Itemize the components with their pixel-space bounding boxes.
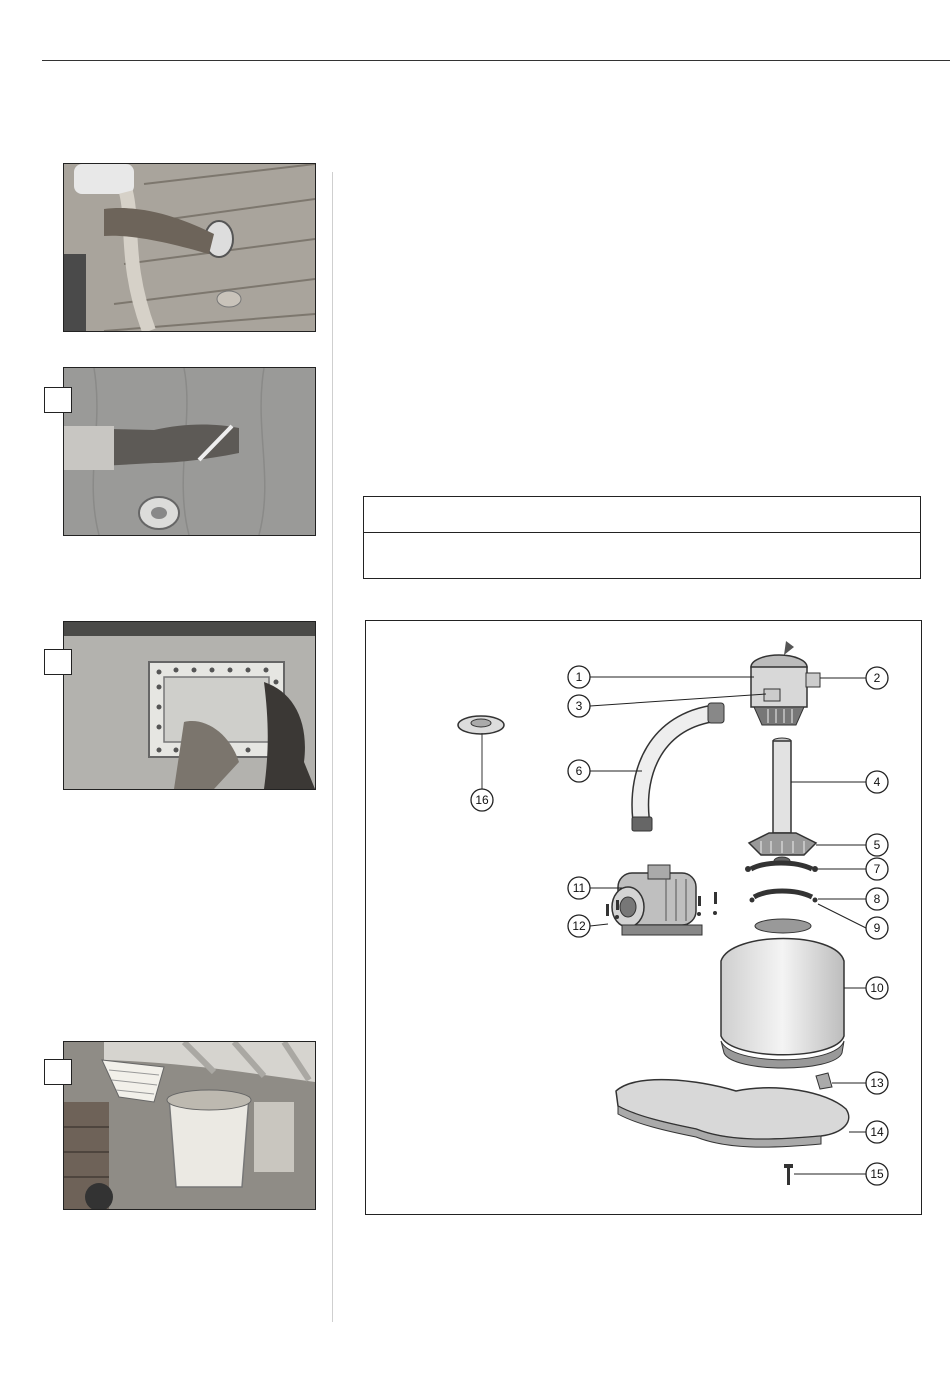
callout-7	[866, 858, 888, 880]
step-marker-2	[44, 387, 72, 413]
part-lateral-assembly	[749, 833, 816, 865]
part-return-fitting	[458, 716, 504, 789]
step-marker-3	[44, 649, 72, 675]
callout-1	[568, 666, 590, 688]
callout-5	[866, 834, 888, 856]
callout-1-label: 1	[575, 670, 583, 684]
callout-8-label: 8	[873, 892, 881, 906]
callout-2-label: 2	[873, 671, 881, 685]
callout-15-label: 15	[870, 1167, 884, 1181]
note-table-divider	[364, 532, 920, 533]
parts-diagram	[365, 620, 922, 1215]
callout-12	[568, 915, 590, 937]
callout-6	[568, 760, 590, 782]
step-marker-4	[44, 1059, 72, 1085]
callout-16-label: 16	[475, 793, 489, 807]
callout-8	[866, 888, 888, 910]
part-clamp-upper	[745, 863, 818, 872]
callout-6-label: 6	[575, 764, 583, 778]
callout-2	[866, 667, 888, 689]
callout-11-label: 11	[572, 881, 586, 895]
callout-9-label: 9	[873, 921, 881, 935]
part-standpipe	[773, 738, 791, 833]
callout-10-label: 10	[870, 981, 884, 995]
callout-3-label: 3	[575, 699, 583, 713]
callout-4-label: 4	[873, 775, 881, 789]
callout-10	[866, 977, 888, 999]
callout-5-label: 5	[873, 838, 881, 852]
part-multiport-valve	[751, 641, 820, 725]
part-pump	[612, 865, 702, 935]
callout-3	[568, 695, 590, 717]
callout-11	[568, 877, 590, 899]
callout-13	[866, 1072, 888, 1094]
part-screw	[784, 1164, 793, 1185]
callout-13-label: 13	[870, 1076, 884, 1090]
photo-marking-liner	[63, 367, 316, 536]
callout-4	[866, 771, 888, 793]
part-filter-tank	[721, 919, 844, 1068]
callout-9	[866, 917, 888, 939]
part-hose	[632, 703, 724, 831]
callout-14	[866, 1121, 888, 1143]
callout-15	[866, 1163, 888, 1185]
part-drain-cap	[816, 1073, 832, 1089]
header-rule	[42, 60, 950, 61]
part-base	[616, 1080, 849, 1148]
callout-14-label: 14	[870, 1125, 884, 1139]
callout-16	[471, 789, 493, 811]
column-divider	[332, 172, 333, 1322]
note-table	[363, 496, 921, 579]
photo-skimmer-frame	[63, 621, 316, 790]
callout-12-label: 12	[572, 919, 586, 933]
photo-wall-hose	[63, 163, 316, 332]
photo-skimmer-basket	[63, 1041, 316, 1210]
part-clamp-lower	[750, 891, 818, 903]
callout-7-label: 7	[873, 862, 881, 876]
